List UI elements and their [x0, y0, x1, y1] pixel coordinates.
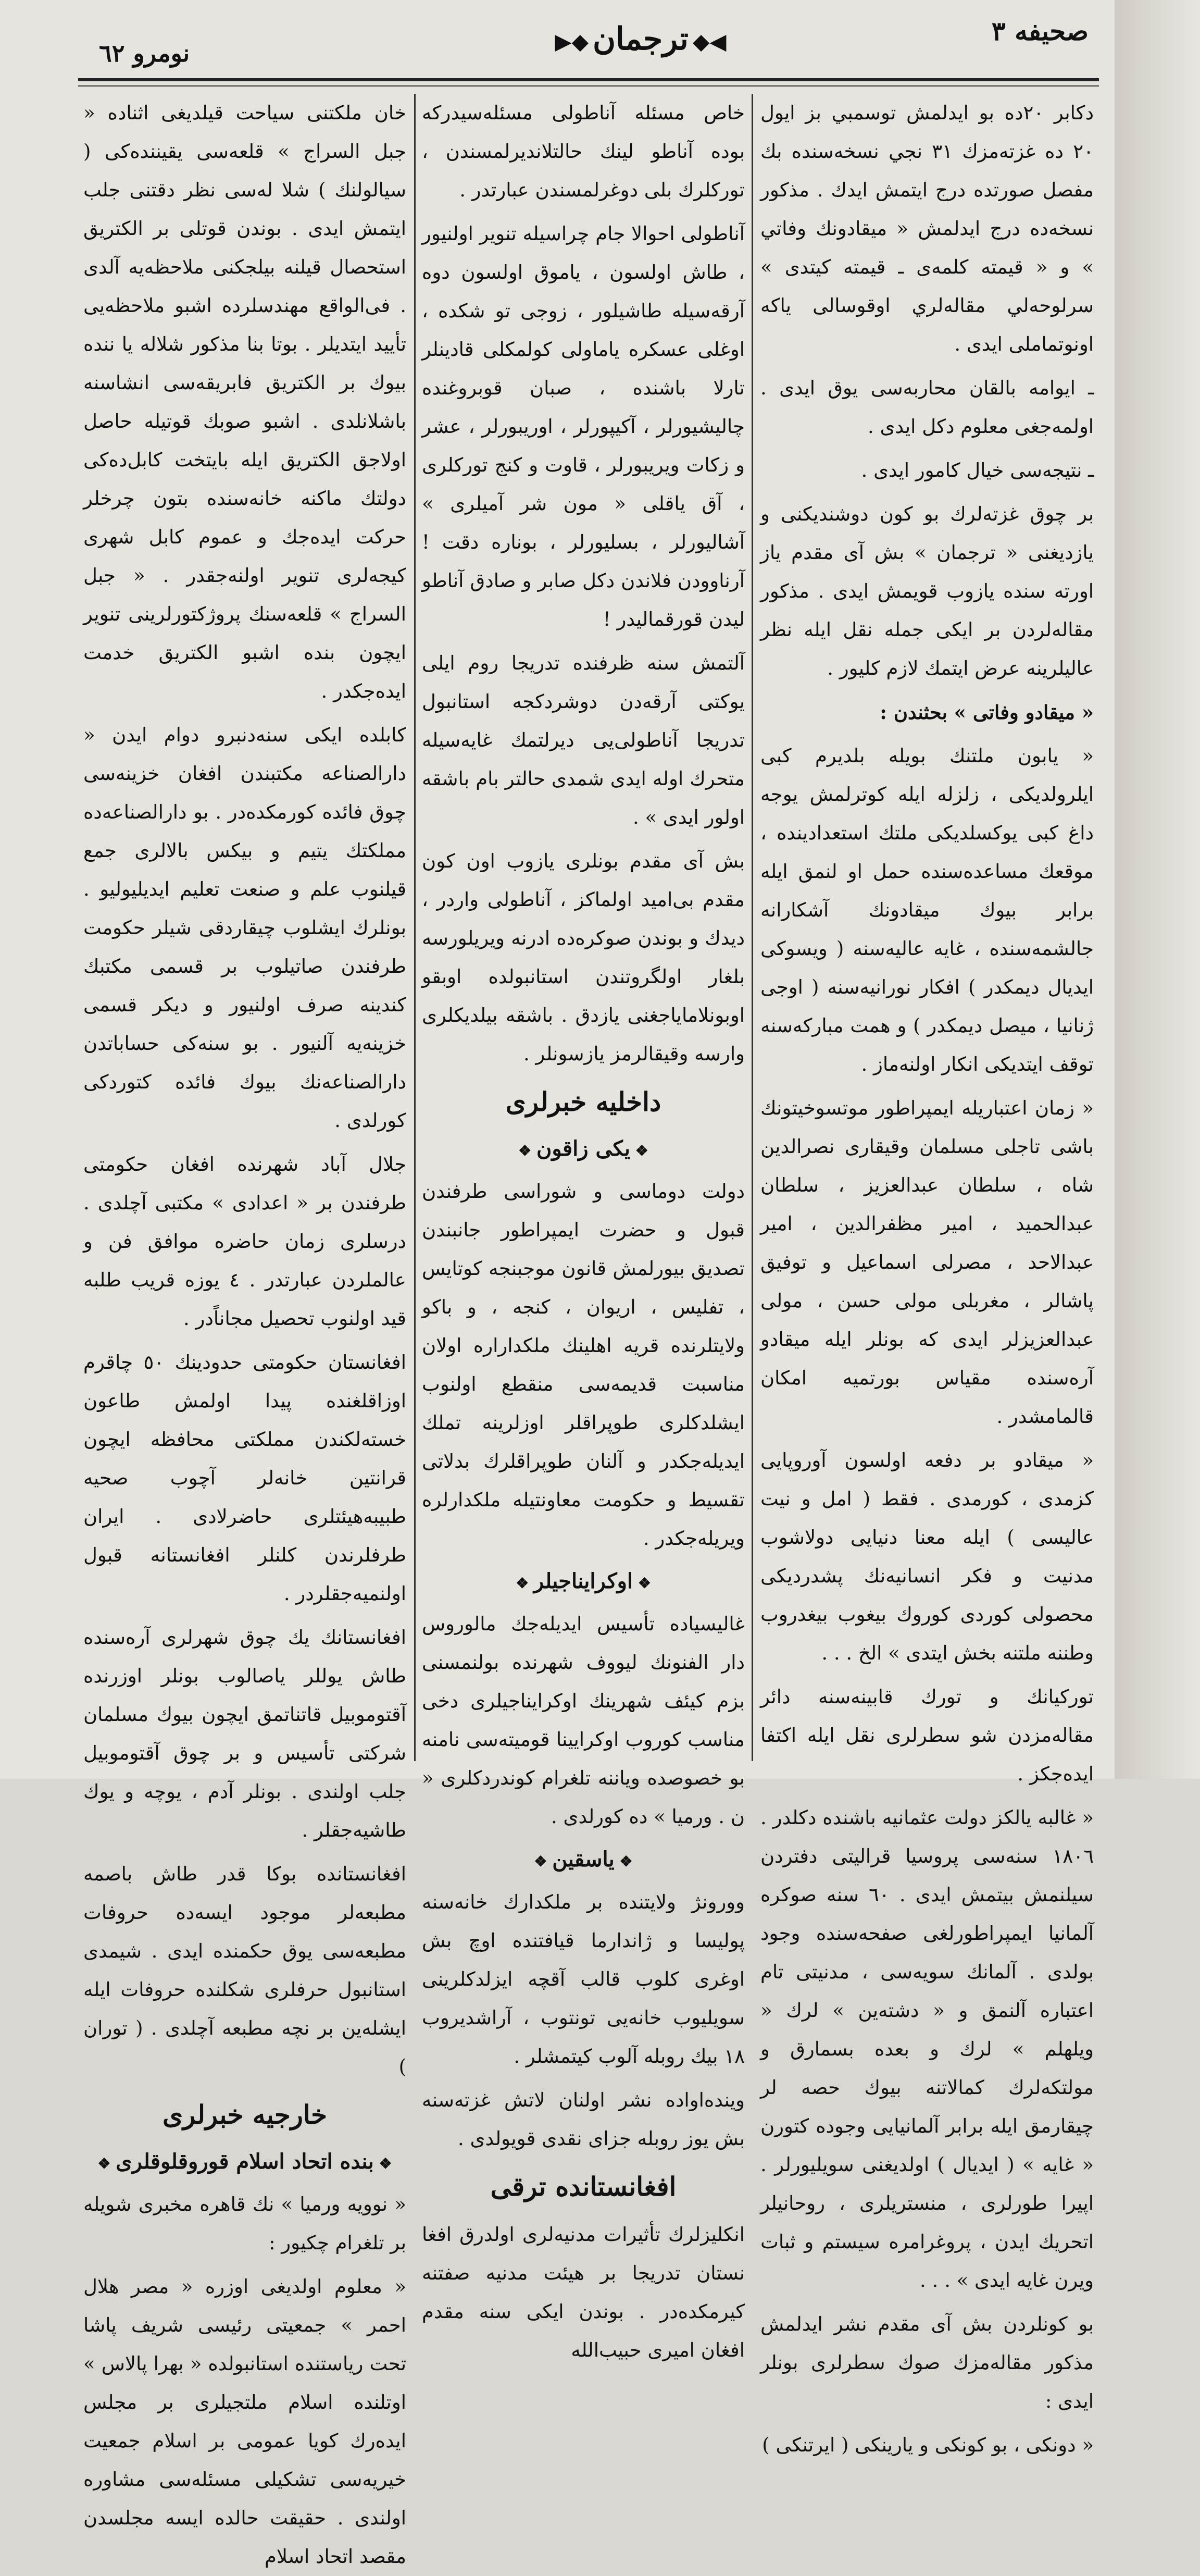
paragraph: ـ نتيجه‌سى خيال كامور ايدى .	[861, 459, 1094, 481]
paragraph: بو كونلردن بش آى مقدم نشر ايدلمش مذكور مقاله‌مزك صوك سطرلرى بونلر ايدى :	[760, 2313, 1094, 2412]
page-number: صحيفه ٣	[991, 16, 1089, 46]
paragraph: « معلوم اولديغى اوزره « مصر هلال احمر » جمعيتى رئيسى شريف پاشا تحت رياستنده استانبولده « بهرا پالاس » اوتلنده اسلام ملتجيلرى بر مجلس ايده‌رك كويا عمومى بر اسلام جمعيت خيريه‌سى تشكيلى مسئله‌سى مشاوره اولندى . حقيقت حالده ايسه مجلسدن مقصد اتحاد اسلام	[83, 2275, 406, 2568]
subheading-ukrainians: ❖ اوكرايناجيلر ❖	[422, 1563, 745, 1602]
paragraph: « ميقادو وفاتى » بحثندن :	[880, 701, 1094, 724]
paragraph: دكابر ٢٠ده بو ايدلمش توسمبي بز ايول ٢٠ ده غزته‌مزك ٣١ نجي نسخه‌سنده بك مفصل صورتده درج ايتمش ايدك . مذكور نسخه‌ده درج ايدلمش « ميقادونك وفاتي » و « قيمته كلمه‌ى ـ قيمته كيتدى » سرلوحه‌لي مقاله‌لري اوقوسالى ياكه اونوتماملى ايدى .	[760, 102, 1094, 355]
paragraph: خان ملكتنى سياحت قيلديغى اثناده « جبل السراج » قلعه‌سى يقيننده‌كى ( سيالولنك ) شلا له‌سى نظر دقتنى جلب ايتمش ايدى . بوندن قوتلى بر الكتريق استحصال قيلنه بيلجكنى ملاحظه‌يه آلدى . فى‌الواقع مهندسلرده اشبو ملاحظه‌يى تأييد ايتديلر . بوتا بنا مذكور شلاله يا ننده بيوك بر الكتريق فابريقه‌سى انشاسنه باشلانلدى . اشبو صوبك قوتيله حاصل اولاجق الكتريق ايله بايتخت كابل‌ده‌كى دولتك ماكنه خانه‌سنده بتون چرخلر حركت ايده‌جك و عموم كابل شهرى كيجه‌لرى تنوير اولنه‌جقدر . « جبل السراج » قلعه‌سنك پروژكتورلرينى تنوير ايچون بنده اشبو الكتريق خدمت ايده‌جكدر .	[83, 102, 406, 702]
paragraph: انكليزلرك تأثيرات مدنيه‌لرى اولدرق افغا نستان تدريجا بر هيئت مدنيه صفتنه كيرمكده‌در . بوندن ايكى سنه مقدم افغان اميرى حبيب‌الله	[422, 2223, 745, 2361]
paragraph: ـ ايوامه بالقان محاربه‌سى يوق ايدى . اولمه‌جغى معلوم دكل ايدى .	[760, 377, 1094, 438]
paragraph: خاص مسئله آناطولى مسئله‌سيدركه بوده آناطو لينك حالتلانديرلمسندن ، توركلرك بلى دوغرلمسندن عبارتدر .	[422, 102, 745, 201]
column-middle	[422, 94, 745, 2361]
column-divider	[752, 94, 753, 1761]
paragraph: وينده‌اواده نشر اولنان لاتش غزته‌سنه بش يوز روبله جزاى نقدى قويولدى .	[422, 2089, 745, 2150]
column-right	[760, 94, 1094, 2456]
subheading-new-law: ❖ يكى زاقون ❖	[422, 1131, 745, 1169]
paragraph: « زمان اعتباريله ايمپراطور موتسوخيتونك باشى تاجلى مسلمان وقيقارى نصرالدين شاه ، سلطان عبدالعزيز ، سلطان عبدالحميد ، امير مظفرالدين ، امير عبدالاحد ، مصرلى اسماعيل و توفيق پاشالر ، مغربلى مولى حسن ، مولى عبدالعزيزلر ايدى كه بونلر ايله ميقادو آره‌سنده مقياس بورتميه امكان قالمامشدر .	[760, 1097, 1094, 1428]
paragraph: « يابون ملتنك بويله بلديرم كبى ايلرولديكى ، زلزله ايله كوترلمش يوجه داغ كبى يوكسلديكى ملتك استعدادينده ، موقعك مساعده‌سنده حمل او لنمق ايله برابر بيوك ميقادونك آشكارانه جالشمه‌سنده ، غايه عاليه‌سنه ( ويسوكى ايديال ديمكدر ) افكار نورانيه‌سنه ( اوجى ژنانيا ، ميصل ديمكدر ) و همت مباركه‌سنه توقف ايتديكى انكار اولنه‌ماز .	[760, 745, 1094, 1075]
paragraph: « نوويه ورميا » نك قاهره مخبرى شويله بر تلغرام چكيور :	[83, 2193, 406, 2254]
masthead-rule	[78, 78, 1099, 81]
paragraph: آناطولى احوالا جام چراسيله تنوير اولنيور ، طاش اولسون ، ياموق اولسون دوه آرقه‌سيله طاشيلور ، زوجى تو شكده ، اوغلى عسكره ياماولى كولمكلى قادينلر تارلا باشنده ، صبان قوبروغنده چاليشيورلر ، آكيپورلر ، اوريبورلر ، عشر و زكات ويريبورلر ، قاوت و كنج توركلرى ، آق ياقلى « مون شر آميلرى » آشاليورلر ، بسليورلر ، بوناره دقت ! آرناوودن فلاندن دكل صابر و صادق آناطو ليدن قورقماليدر !	[422, 222, 745, 630]
masthead	[78, 10, 1099, 83]
section-heading-domestic: داخليه خبرلرى	[505, 1086, 661, 1117]
paragraph: جلال آباد شهرنده افغان حكومتى طرفندن بر « اعدادى » مكتبى آچلدى . درسلرى زمان حاضره موافق فن و عالملردن عبارتدر . ٤ يوزه قريب طلبه قيد اولنوب تحصيل مجاناً‌در .	[83, 1153, 406, 1330]
paragraph: افغانستان حكومتى حدودينك ٥٠ چاقرم اوزاقلغنده پيدا اولمش طاعون خسته‌لكندن مملكتى محافظه ايچون قرانتين خانه‌لر آچوب صحيه طبيبه‌هيئتلرى حاضرلادى . ايران طرفلرندن كلنلر افغانستانه قبول اولنميه‌جقلردر .	[83, 1351, 406, 1605]
section-heading-afghanistan: افغانستانده ترقى	[490, 2171, 677, 2202]
column-left	[83, 94, 406, 2568]
masthead-rule-thin	[78, 85, 1099, 86]
paragraph: وورونژ ولايتنده بر ملكدارك خانه‌سنه پوليسا و ژاندارما قيافتنده اوچ بش اوغرى كلوب قالب آقچه ايزلدكلرينى سويليوب خانه‌يى تونتوب ، آراشديروب ١٨ بيك روبله آلوب كيتمشلر .	[422, 1891, 745, 2067]
paragraph: افغانستانك يك چوق شهرلرى آره‌سنده طاش يوللر ياصالوب بونلر اوزرنده آقتوموبيل قاتناتمق ايچون بيوك مسلمان شركتى تأسيس و بر چوق آقتوموبيل جلب اولندى . بونلر آدم ، يوچه و يوك طاشيه‌جقلر .	[83, 1626, 406, 1841]
section-heading-foreign: خارجيه خبرلرى	[162, 2099, 328, 2130]
paragraph: توركيانك و تورك قابينه‌سنه دائر مقاله‌مزدن شو سطرلرى نقل ايله اكتفا ايده‌جكز .	[760, 1686, 1094, 1785]
paragraph: بر چوق غزته‌لرك بو كون دوشنديكنى و يازديغنى « ترجمان » بش آى مقدم ياز اورته سنده يازوب قويمش ايدى . مذكور مقاله‌لردن بر ايكى جمله نقل ايله نظر عاليلرينه عرض ايتمك لازم كليور .	[760, 503, 1094, 679]
paragraph: « ميقادو بر دفعه اولسون آوروپايى كزمدى ، كورمدى . فقط ( امل و نيت عاليسى ) ايله معنا دنيايى دولاشوب مدنيت و فكر انسانيه‌نك پشدرديكى محصولى كوردى كوروك بيغوب بيغدروب وطننه ملتنه بخش ايتدى » الخ . . .	[760, 1449, 1094, 1664]
paragraph: افغانستانده بوكا قدر طاش باصمه مطبعه‌لر موجود ايسه‌ده حروفات مطبعه‌سى يوق حكمنده ايدى . شيمدى استانبول حرفلرى شكلنده حروفات ايله ايشله‌ين بر نچه مطبعه آچلدى . ( توران )	[83, 1863, 406, 2078]
newspaper-title	[536, 21, 745, 57]
paragraph: « دونكى ، بو كونكى و يارينكى ( ايرتنكى )	[762, 2434, 1094, 2456]
ornament-icon: ◀◆	[692, 29, 727, 54]
paragraph: دولت دوماسى و شوراسى طرفندن قبول و حضرت ايمپراطور جانبندن تصديق بيورلمش قانون موجبنجه كوتايس ، تفليس ، اريوان ، كنجه ، و باكو ولايتلرنده قريه اهلينك ملكداراره اولان مناسبت قديمه‌سى منقطع اولنوب ايشلدكلرى طوپراقلر اوزلرينه تملك ايديله‌جكدر و آلنان طوپراقلرك بدلاتى تقسيط و حكومت معاونتيله ملكدارلره ويريله‌جكدر .	[422, 1180, 745, 1550]
column-divider	[414, 94, 416, 1761]
paragraph: آلتمش سنه ظرفنده تدريجا روم ايلى يوكتى آرقه‌دن دوشردكجه استانبول تدريجا آناطولى‌يى ديرلتمك غايه‌سيله متحرك اوله ايدى شمدى حالتر بام باشقه اولور ايدى » .	[422, 652, 745, 828]
paragraph: كابلده ايكى سنه‌دنبرو دوام ايدن « دارالصناعه مكتبندن افغان خزينه‌سى چوق فائده كورمكده‌در . بو دارالصناعه‌ده مملكتك يتيم و بيكس بالالرى جمع قيلنوب علم و صنعت تعليم ايديليوليو . بونلرك ايشلوب چيقاردقى شيلر حكومت طرفندن صاتيلوب بر قسمى مكتبك كندينه صرف اولنيور و ديكر قسمى خزينه‌يه آلنيور . بو سنه‌كى حساباتدن دارالصناعه‌نك بيوك فائده كتوردكى كورلدى .	[83, 724, 406, 1132]
paragraph: غاليسياده تأسيس ايديله‌جك مالوروس دار الفنونك ليووف شهرنده بولنمسنى بزم كيئف شهرينك اوكرايناجيلرى دخى مناسب كوروب اوكرايينا قوميته‌سى نامنه بو خصوصده وياننه تلغرام كوندردكلرى « ن . ورميا » ده كورلدى .	[422, 1613, 745, 1828]
page-margin	[1115, 0, 1200, 1779]
issue-number: نومرو ٦٢	[99, 39, 190, 67]
subheading-islam-union: ❖ بنده اتحاد اسلام قوروقلوقلرى ❖	[83, 2144, 406, 2182]
paragraph: بش آى مقدم بونلرى يازوب اون كون مقدم بى‌اميد اولماكز ، آناطولى واردر ، ديدك و بوندن صوكره‌ده ادرنه ويريلورسه بلغار اولگروتندن استانبولده اوبقو اوبونلاماياجغنى يازدق . باشقه بيلديكلرى وارسه وقيقالرمز يازسونلر .	[422, 850, 745, 1065]
subheading-robbery: ❖ ياسقين ❖	[422, 1841, 745, 1880]
ornament-icon: ◆▶	[555, 29, 589, 54]
paragraph: « غالبه يالكز دولت عثمانيه باشنده دكلدر . ١٨٠٦ سنه‌سى پروسيا قراليتى دفتردن سيلنمش بيتمش ايدى . ٦٠ سنه صوكره آلمانيا ايمپراطورلغى صفحه‌سنده وجود بولدى . آلمانك سويه‌سى ، مدنيتى تام اعتباره آلنمق و « دشته‌ين » لرك « ويلهلم » لرك و بعده بسمارق و مولتكه‌لرك كمالاتنه بيوك حصه لر چيقارمق ايله برابر آلمانيايى وجوده كتورن « غايه » ( ايديال ) اولديغنى سويليورلر . اپيرا طورلرى ، منستريلرى ، روحانيلر اتحريك ايدن ، پروغرامره سيستم و ثبات ويرن غايه ايدى » . . .	[760, 1806, 1094, 2292]
newspaper-title-text: ترجمان	[593, 21, 689, 57]
